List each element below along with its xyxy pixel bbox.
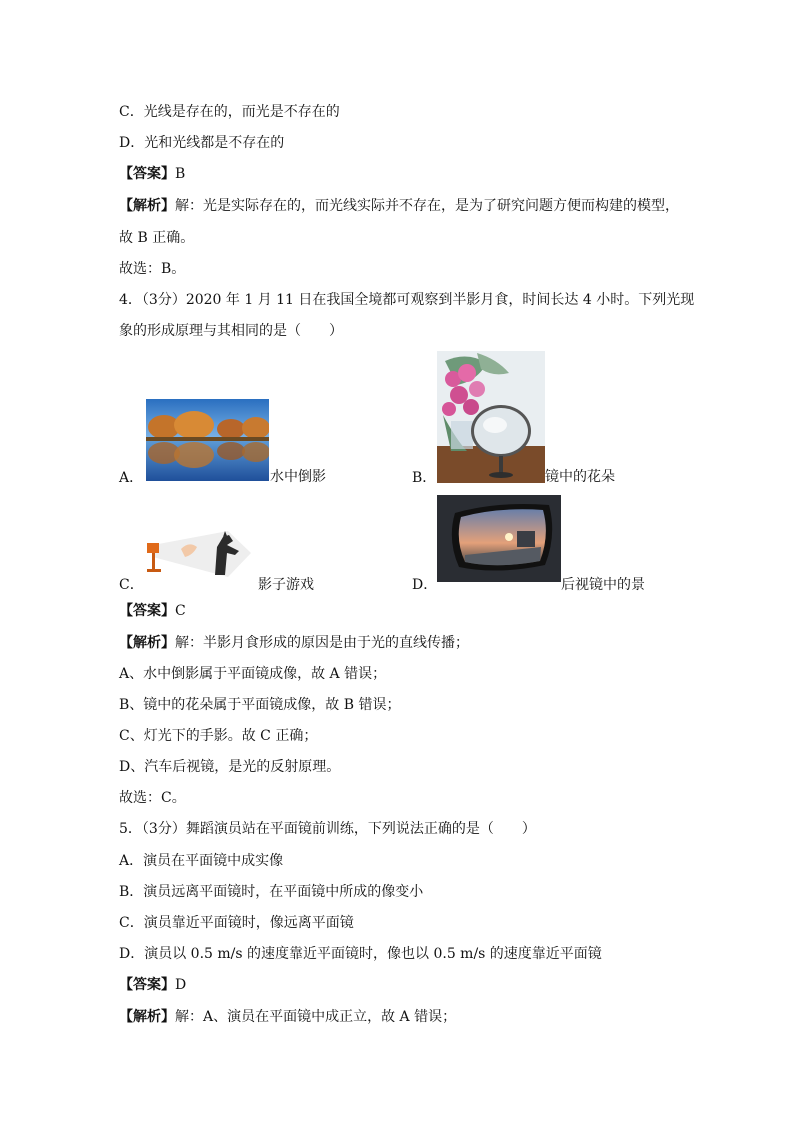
answer-value: D xyxy=(175,977,187,993)
q3-option-c: C．光线是存在的，而光是不存在的 xyxy=(119,104,340,120)
answer-tag: 【答案】 xyxy=(119,166,175,182)
analysis-tag: 【解析】 xyxy=(119,198,175,214)
q4-analysis-b: B、镜中的花朵属于平面镜成像，故 B 错误； xyxy=(119,697,401,713)
q4-stem: 4．（3分）2020 年 1 月 11 日在我国全境都可观察到半影月食，时间长达 4 小时。下列光现 xyxy=(119,292,695,308)
flowers-mirror-image xyxy=(437,351,545,483)
q4-analysis-c: C、灯光下的手影。故 C 正确； xyxy=(119,728,318,744)
answer-tag: 【答案】 xyxy=(119,603,175,619)
answer-value: B xyxy=(175,166,186,182)
q4-stem-cont: 象的形成原理与其相同的是（ ） xyxy=(119,323,343,339)
q5-option-b: B．演员远离平面镜时，在平面镜中所成的像变小 xyxy=(119,884,424,900)
q3-analysis-cont: 故 B 正确。 xyxy=(119,230,195,246)
q5-option-d: D．演员以 0.5 m/s 的速度靠近平面镜时，像也以 0.5 m/s 的速度靠近平面镜 xyxy=(119,946,602,962)
q4-answer xyxy=(119,601,186,621)
q3-answer xyxy=(119,164,185,184)
q4-option-b-letter: B． xyxy=(412,470,437,486)
answer-value: C xyxy=(175,603,186,619)
q4-analysis-d: D、汽车后视镜，是光的反射原理。 xyxy=(119,759,341,775)
q4-option-d-letter: D． xyxy=(412,577,438,593)
q5-option-c: C．演员靠近平面镜时，像远离平面镜 xyxy=(119,915,354,931)
q4-option-c-caption: 影子游戏 xyxy=(258,577,314,593)
rearview-mirror-image xyxy=(437,495,561,582)
q4-choose: 故选：C。 xyxy=(119,790,186,806)
shadow-play-image xyxy=(143,527,258,581)
q4-option-a-caption: 水中倒影 xyxy=(270,469,326,485)
q4-option-c-letter: C． xyxy=(119,577,144,593)
answer-tag: 【答案】 xyxy=(119,977,175,993)
analysis-tag: 【解析】 xyxy=(119,635,175,651)
lake-reflection-image xyxy=(146,399,269,481)
q4-option-a-letter: A． xyxy=(119,470,144,486)
q3-choose: 故选：B。 xyxy=(119,261,186,277)
q4-analysis-a: A、水中倒影属于平面镜成像，故 A 错误； xyxy=(119,666,387,682)
q5-stem: 5．（3分）舞蹈演员站在平面镜前训练，下列说法正确的是（ ） xyxy=(119,821,536,837)
q4-analysis xyxy=(119,633,469,653)
q4-option-b-caption: 镜中的花朵 xyxy=(545,469,615,485)
q4-option-d-caption: 后视镜中的景 xyxy=(561,577,645,593)
q5-option-a: A．演员在平面镜中成实像 xyxy=(119,853,284,869)
analysis-text: 解：半影月食形成的原因是由于光的直线传播； xyxy=(175,635,469,651)
analysis-tag: 【解析】 xyxy=(119,1009,175,1025)
q3-analysis xyxy=(119,196,679,216)
analysis-text: 解：A、演员在平面镜中成正立，故 A 错误； xyxy=(175,1009,457,1025)
analysis-text: 解：光是实际存在的，而光线实际并不存在，是为了研究问题方便而构建的模型， xyxy=(175,198,679,214)
q5-analysis xyxy=(119,1007,456,1027)
q3-option-d: D．光和光线都是不存在的 xyxy=(119,135,285,151)
q5-answer xyxy=(119,975,186,995)
